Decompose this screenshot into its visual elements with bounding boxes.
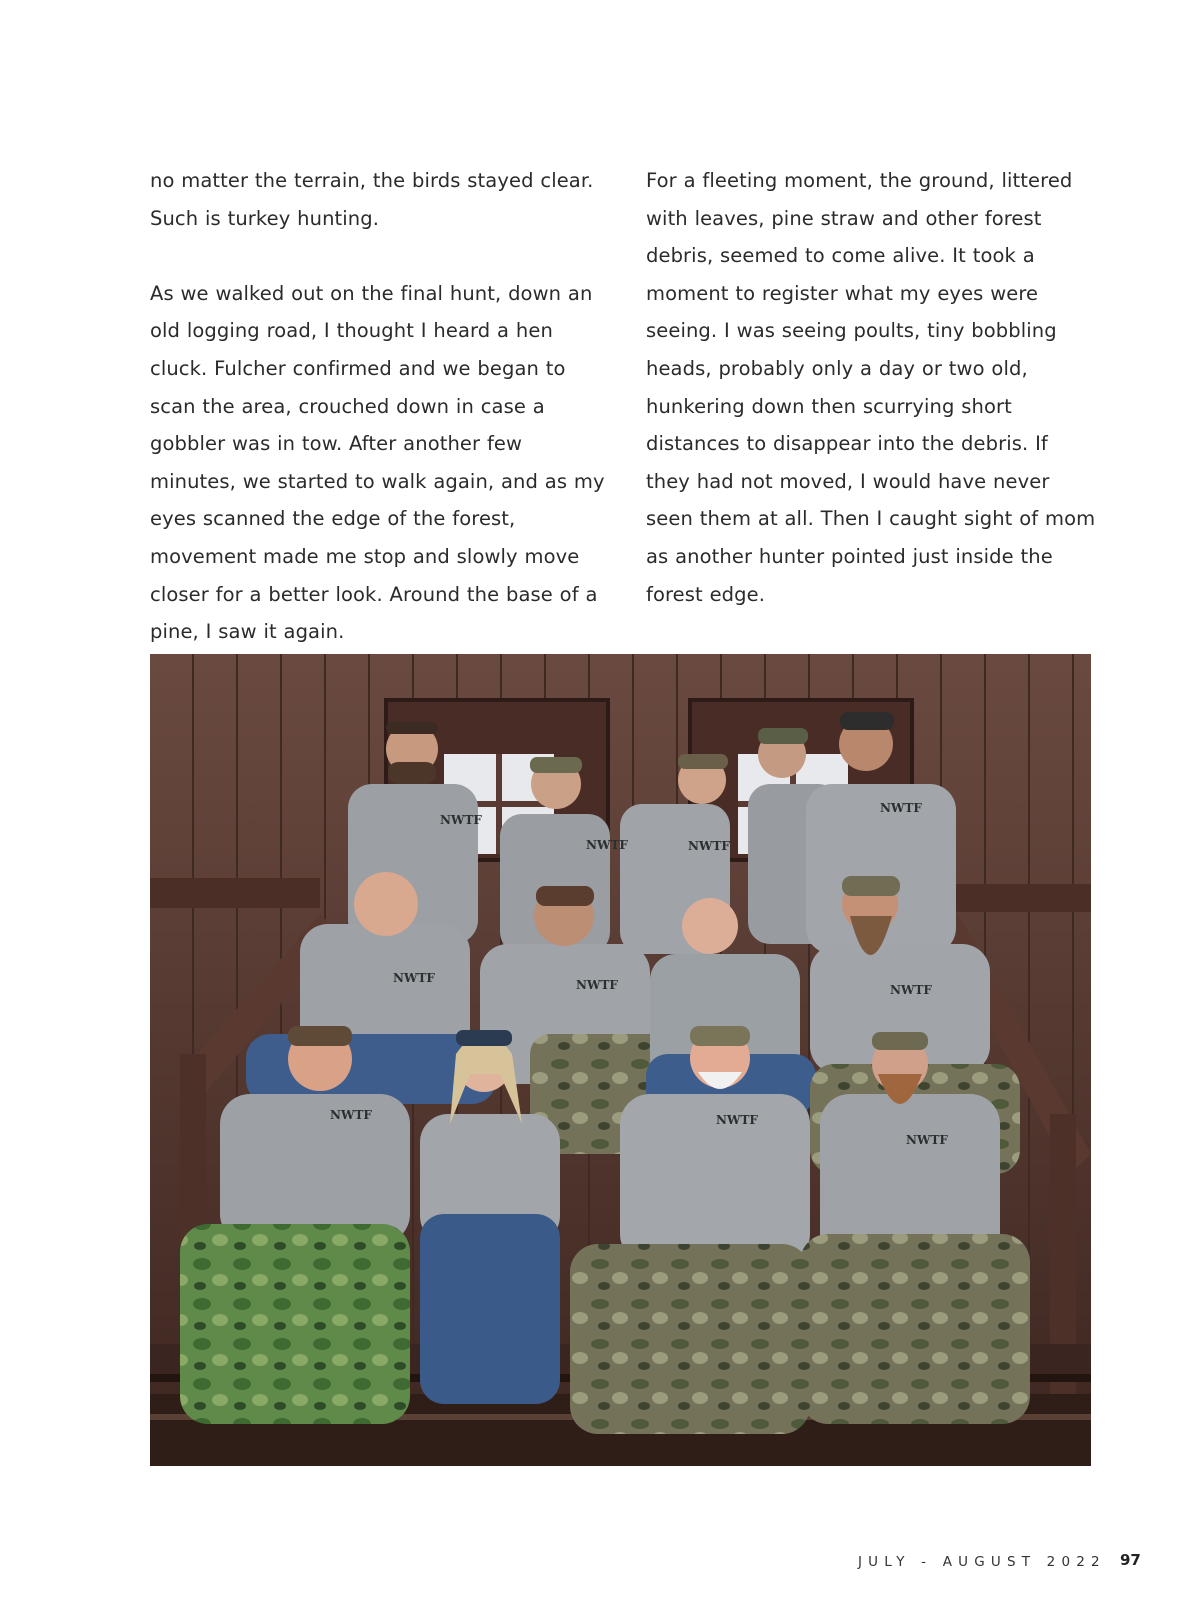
shirt-logo: NWTF <box>906 1133 948 1147</box>
shirt-logo: NWTF <box>586 838 628 852</box>
page-number: 97 <box>1120 1551 1141 1569</box>
article-paragraph: For a fleeting moment, the ground, littered with leaves, pine straw and other forest debris, seemed to come alive. It took a moment to register what my eyes were seeing. I was seeing poults, tiny bobbling heads, probably only a day or two old, hunkering down then scurrying short distances to disappear into the debris. If they had not moved, I would have never seen them at all. Then I caught sight of mom as another hunter pointed just inside the forest edge. <box>646 169 1096 606</box>
article-column-right <box>646 162 1096 613</box>
shirt-logo: NWTF <box>890 983 932 997</box>
shirt-logo: NWTF <box>880 801 922 815</box>
shirt-logo: NWTF <box>440 813 482 827</box>
shirt-logo: NWTF <box>716 1113 758 1127</box>
group-photo <box>150 654 1091 1466</box>
issue-date: JULY - AUGUST 2022 <box>858 1554 1106 1570</box>
group-photo-illustration <box>150 654 1091 1466</box>
article-paragraph: As we walked out on the final hunt, down an old logging road, I thought I heard a hen cluck. Fulcher confirmed and we began to scan the area, crouched down in case a gobbler was in tow. After another few minutes, we started to walk again, and as my eyes scanned the edge of the forest, movement made me stop and slowly move closer for a better look. Around the base of a pine, I saw it again. <box>150 281 605 644</box>
shirt-logo: NWTF <box>330 1108 372 1122</box>
article-paragraph: no matter the terrain, the birds stayed clear. Such is turkey hunting. <box>150 169 594 230</box>
shirt-logo: NWTF <box>576 978 618 992</box>
shirt-logo: NWTF <box>393 971 435 985</box>
article-column-left <box>150 162 610 651</box>
shirt-logo: NWTF <box>688 839 730 853</box>
